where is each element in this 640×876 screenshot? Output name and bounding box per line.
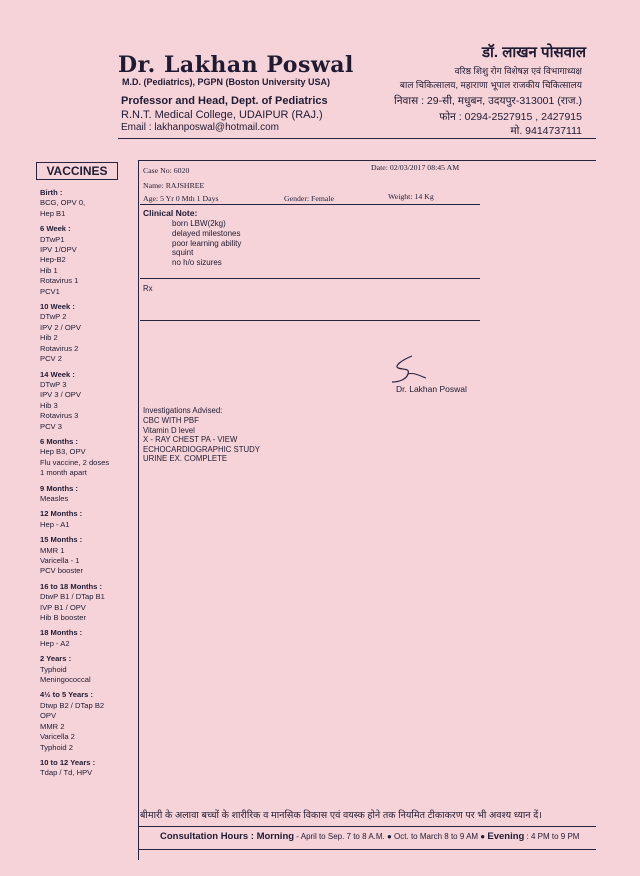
vaccine-item: PCV 3 — [40, 421, 62, 431]
vaccine-item: DtwP B1 / DTap B1 — [40, 592, 105, 602]
hindi-address: निवास : 29-सी, मधुबन, उदयपुर-313001 (राज.) — [393, 95, 582, 107]
vaccines-title: VACCINES — [36, 162, 118, 180]
vaccine-age-heading: 12 Months : — [40, 509, 83, 519]
vaccine-item: IPV 1/OPV — [40, 245, 77, 255]
patient-gender: Gender: Female — [284, 194, 335, 203]
vaccine-age-heading: 4½ to 5 Years : — [40, 690, 94, 700]
vaccine-item: Varicella - 1 — [40, 556, 80, 565]
vaccine-age-heading: 10 Week : — [40, 302, 75, 312]
clinical-note-item: born LBW(2kg) — [172, 219, 226, 228]
evening-hours: : 4 PM to 9 PM — [524, 832, 580, 841]
morning-label: Morning — [256, 831, 295, 842]
vaccine-group — [40, 302, 138, 364]
clinical-note-item: squint — [172, 248, 194, 258]
vaccine-age-heading: 6 Months : — [40, 436, 78, 446]
vaccination-advice-hindi: बीमारी के अलावा बच्चों के शारीरिक व मानसिक विकास एवं वयस्क होने तक नियमित टीकाकरण पर भी अवश्य ध्यान दें। — [140, 810, 542, 821]
vaccine-item: OPV — [40, 711, 57, 721]
vaccine-age-heading: 14 Week : — [40, 369, 75, 379]
vaccine-item: DTwP 2 — [40, 312, 67, 322]
vaccine-item: PCV1 — [40, 286, 60, 296]
vaccine-item: Hep B1 — [40, 208, 66, 218]
vaccine-item: BCG, OPV 0, — [40, 198, 86, 208]
signature-name: Dr. Lakhan Poswal — [396, 384, 467, 394]
hindi-phone: फोन : 0294-2527915 , 2427915 — [439, 111, 582, 123]
clinical-note-item: no h/o sizures — [172, 258, 222, 268]
vaccine-item: Hep - A2 — [40, 638, 70, 648]
vaccine-age-heading: 18 Months : — [40, 628, 83, 638]
vaccine-age-heading: 16 to 18 Months : — [40, 581, 103, 591]
hindi-mobile: मो. 9414737111 — [510, 125, 582, 137]
vaccine-item: Typhoid 2 — [40, 742, 73, 752]
investigations-list — [143, 416, 260, 464]
doctor-title: Professor and Head, Dept. of Pediatrics — [121, 95, 328, 107]
visit-date: Date: 02/03/2017 08:45 AM — [371, 163, 460, 172]
vaccine-item: Meningococcal — [40, 675, 91, 685]
investigation-item: CBC WITH PBF — [143, 416, 199, 425]
patient-info-rule — [140, 204, 480, 205]
vaccine-item: Dtwp B2 / DTap B2 — [40, 700, 105, 710]
vaccine-group — [40, 582, 138, 624]
consultation-hours — [160, 831, 579, 842]
vaccine-group — [40, 484, 138, 505]
evening-label: Evening — [487, 831, 525, 842]
clinical-note-rule — [140, 278, 480, 279]
vaccine-age-heading: 2 Years : — [40, 654, 72, 664]
patient-weight: Weight: 14 Kg — [388, 192, 434, 201]
vaccine-group — [40, 370, 138, 432]
doctor-email: Email : lakhanposwal@hotmail.com — [121, 122, 279, 133]
clinical-note-item: delayed milestones — [172, 228, 241, 238]
vaccine-group — [40, 758, 138, 779]
vaccine-item: IPV 3 / OPV — [40, 390, 81, 400]
doctor-college: R.N.T. Medical College, UDAIPUR (RAJ.) — [121, 109, 323, 121]
investigation-item: URINE EX. COMPLETE — [143, 454, 228, 463]
vaccine-item: DTwP1 — [40, 234, 65, 244]
clinical-note-item: poor learning ability — [172, 238, 242, 248]
patient-age: Age: 5 Yr 0 Mth 1 Days — [143, 194, 219, 203]
vaccine-age-heading: 15 Months : — [40, 535, 83, 545]
vaccine-group — [40, 535, 138, 577]
vaccine-schedule — [40, 188, 138, 784]
clinical-note-label: Clinical Note: — [143, 208, 198, 218]
vaccine-item: Measles — [40, 493, 69, 503]
morning-hours: - April to Sep. 7 to 8 A.M. ● Oct. to March 8 to 9 AM ● — [294, 832, 488, 841]
vaccine-item: Typhoid — [40, 664, 67, 674]
vaccine-group — [40, 437, 138, 479]
vaccine-group — [40, 690, 138, 752]
vaccine-item: Rotavirus 3 — [40, 411, 79, 421]
header-divider — [118, 138, 596, 139]
hindi-hospital: बाल चिकित्सालय, महाराणा भूपाल राजकीय चिकित्सालय — [399, 80, 582, 90]
vaccines-sidebar — [34, 160, 139, 860]
vaccine-group — [40, 654, 138, 685]
vaccine-group — [40, 628, 138, 649]
signature-mark — [380, 352, 440, 388]
doctor-degrees: M.D. (Pediatrics), PGPN (Boston University USA) — [122, 77, 331, 87]
vaccine-item: MMR 2 — [40, 721, 65, 731]
main-top-rule — [138, 160, 596, 161]
vaccine-item: IPV 2 / OPV — [40, 322, 81, 332]
vaccine-item: Hib 2 — [40, 333, 58, 343]
vaccine-item: Hep - A1 — [40, 519, 70, 529]
vaccine-item: Hib 3 — [40, 400, 58, 410]
vaccine-item: Tdap / Td, HPV — [40, 768, 93, 778]
vaccine-item: DTwP 3 — [40, 379, 67, 389]
vaccine-item: PCV 2 — [40, 354, 62, 364]
consultation-label: Consultation Hours : — [160, 831, 254, 842]
vaccine-item: 1 month apart — [40, 468, 87, 478]
vaccine-item: Varicella 2 — [40, 732, 75, 742]
doctor-name: Dr. Lakhan Poswal — [118, 52, 354, 78]
investigation-item: Vitamin D level — [143, 425, 195, 435]
vaccine-item: MMR 1 — [40, 545, 65, 555]
investigation-item: X - RAY CHEST PA - VIEW — [143, 435, 238, 444]
vaccine-group — [40, 188, 138, 219]
investigations-label: Investigations Advised: — [143, 406, 223, 415]
rx-label: Rx — [143, 284, 153, 293]
vaccine-item: Rotavirus 2 — [40, 343, 79, 353]
investigation-item: ECHOCARDIOGRAPHIC STUDY — [143, 444, 260, 454]
rx-rule — [140, 320, 480, 321]
vaccine-item: Hib 1 — [40, 265, 58, 275]
vaccine-age-heading: 6 Week : — [40, 224, 71, 234]
vaccine-age-heading: 10 to 12 Years : — [40, 757, 96, 767]
patient-name: Name: RAJSHREE — [143, 181, 205, 190]
vaccine-item: PCV booster — [40, 566, 84, 576]
hindi-designation: वरिष्ठ शिशु रोग विशेषज्ञ एवं विभागाध्यक्ष — [454, 66, 582, 76]
vaccine-item: Hep-B2 — [40, 255, 66, 265]
vaccine-age-heading: 9 Months : — [40, 483, 78, 493]
vaccine-item: Rotavirus 1 — [40, 276, 79, 286]
vaccine-group — [40, 224, 138, 297]
vaccine-group — [40, 509, 138, 530]
case-number: Case No: 6020 — [143, 166, 190, 175]
vaccine-item: Hib B booster — [40, 613, 87, 623]
clinical-note-list — [172, 219, 241, 268]
vaccine-item: IVP B1 / OPV — [40, 602, 86, 612]
doctor-name-hindi: डॉ. लाखन पोसवाल — [481, 44, 586, 61]
vaccine-item: Hep B3, OPV — [40, 447, 86, 457]
vaccine-item: Flu vaccine, 2 doses — [40, 457, 110, 467]
vaccine-age-heading: Birth : — [40, 188, 63, 197]
